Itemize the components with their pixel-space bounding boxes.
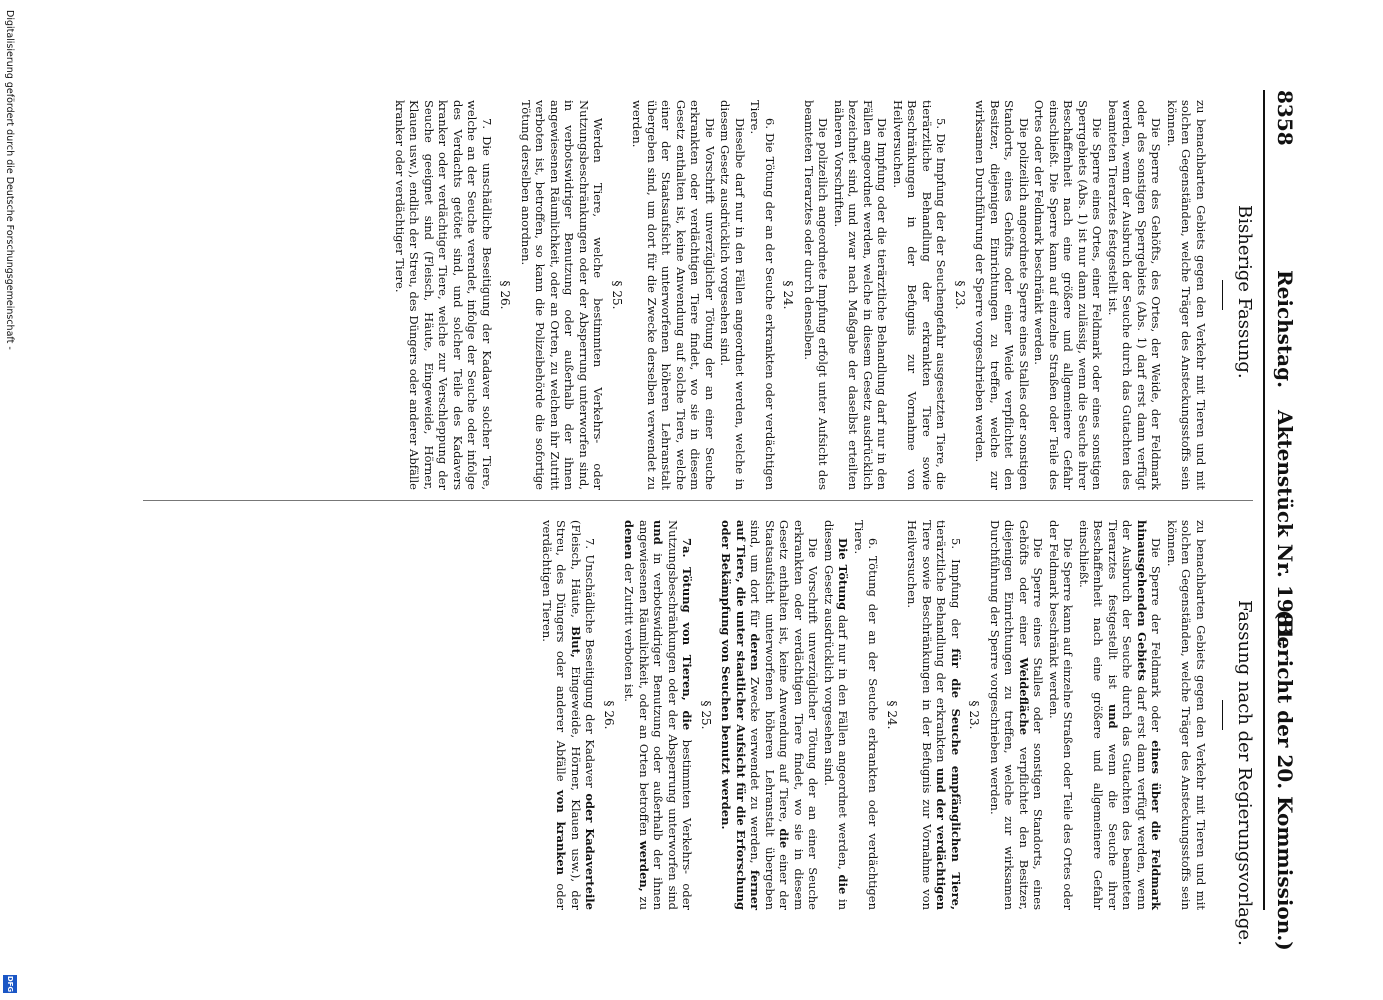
section-heading: § 24.: [885, 700, 899, 730]
left-column: [392, 100, 1209, 490]
section-heading: § 25.: [699, 700, 713, 730]
right-paragraph: [719, 520, 821, 910]
right-title-rule: [1222, 700, 1223, 730]
page-number: 8358: [1273, 90, 1297, 146]
left-paragraph: 6. Die Tötung der an der Seuche erkrankten oder verdächtigen Tiere.: [748, 100, 777, 490]
right-paragraph: [822, 520, 851, 910]
text-run: Die Sperre eines Stalles oder sonstigen Standorts, eines Gehöfts oder einer: [1017, 520, 1046, 910]
emphasis-run: von kranken: [554, 789, 569, 875]
right-column-title: Fassung nach der Regierungsvorlage.: [1234, 600, 1255, 946]
emphasis-run: werden,: [637, 840, 651, 892]
emphasis-run: Weidefläche: [1017, 657, 1031, 736]
text-run: in verbotswidriger Benutzung oder außerhalb der ihnen angewiesenen Räumlichkeit, oder an Orten betroffen: [637, 520, 666, 910]
right-paragraph: Die Sperre kann auf einzelne Straßen oder Teile des Ortes oder der Feldmark beschränkt werden.: [1047, 520, 1076, 910]
left-paragraph: Die Sperre des Gehöfts, des Ortes, der Weide, der Feldmark oder des sonstigen Sperrgebiets (Abs. 1) darf erst dann verfügt werden, wenn der Ausbruch der Seuche durch das Gutachten des beamteten Tierarztes festgestellt ist.: [1106, 100, 1164, 490]
text-run: 7. Unschädliche Beseitigung der Kadaver: [583, 538, 598, 788]
emphasis-run: und: [1106, 703, 1120, 729]
text-run: wenn die Seuche ihrer Beschaffenheit nach eine größere und allgemeinere Gefahr einschließt.: [1077, 520, 1120, 911]
header-subtitle: (Bericht der 20. Kommission.): [1273, 610, 1297, 951]
left-paragraph: zu benachbarten Gebiets gegen den Verkehr mit Tieren und mit solchen Gegenständen, welche Träger des Ansteckungsstoffs sein können.: [1165, 100, 1208, 490]
emphasis-run: denen: [622, 520, 637, 560]
right-paragraph: [540, 520, 598, 910]
footer-text: Digitalisierung gefördert durch die Deutsche Forschungsgemeinschaft -: [4, 10, 15, 350]
text-run: darf nur in den Fällen angeordnet werden,: [836, 614, 851, 870]
left-column-title: Bisherige Fassung.: [1234, 205, 1255, 379]
section-heading: § 23.: [953, 280, 967, 310]
text-run: einer der Staatsaufsicht unterworfenen höheren Lehranstalt übergeben sind, um dort für: [748, 520, 792, 911]
text-run: der Zutritt verboten ist.: [622, 563, 637, 702]
emphasis-run: ferner auf Tiere, die unter staatlicher Aufsicht für die Erforschung oder Bekämpfung von Seuchen benutzt werden.: [719, 520, 763, 911]
emphasis-run: die: [777, 828, 792, 849]
text-run: 5. Impfung der: [949, 538, 963, 639]
text-run: Die Vorschrift unverzüglicher Tötung der an einer Seuche erkrankten oder verdächtigen Tiere findet, wo sie in diesem Gesetz enthalten ist, keine Anwendung auf Tiere,: [777, 520, 821, 910]
right-paragraph: 6. Tötung der an der Seuche erkrankten oder verdächtigen Tiere.: [852, 520, 881, 910]
text-run: tierärztliche Behandlung der erkrankten: [934, 520, 949, 763]
text-run: Die Sperre der Feldmark oder: [1149, 538, 1164, 732]
left-paragraph: Die Sperre eines Ortes, einer Feldmark oder eines sonstigen Sperrgebiets (Abs. 1) ist nur dann zulässig, wenn die Seuche ihrer Beschaffenheit nach eine größere und allgemeinere Gefahr einschließt. Die Sperre kann auf einzelne Straßen oder Teile des Ortes oder der Feldmark beschränkt werden.: [1032, 100, 1105, 490]
left-paragraph: Die polizeilich angeordnete Sperre eines Stalles oder sonstigen Standorts, eines Gehöfts oder einer Weide verpflichtet den Besitzer, diejenigen Einrichtungen zu treffen, welche zur wirksamen Durchführung der Sperre vorgeschrieben werden.: [973, 100, 1031, 490]
text-run: Zwecke verwendet zu werden,: [748, 677, 763, 864]
left-paragraph: Die Vorschrift unverzüglicher Tötung der an einer Seuche erkrankten oder verdächtigen Tiere findet, wo sie in diesem Gesetz enthalten ist, keine Anwendung auf solche Tiere, welche einer der Staatsaufsicht unterworfenen höheren Lehranstalt übergeben sind, um dort für die Zwecke derselben verwendet zu werden.: [630, 100, 717, 490]
right-paragraph: [622, 520, 695, 910]
section-heading: § 24.: [781, 280, 796, 310]
text-run: verpflichtet den Besitzer, diejenigen Einrichtungen zu treffen, welche zur wirksamen Durchführung der Sperre vorgeschrieben werden.: [988, 520, 1031, 911]
page-header: [1263, 90, 1305, 951]
emphasis-run: für die Seuche empfänglichen Tiere,: [949, 648, 963, 910]
header-document: Aktenstück Nr. 1981.: [1273, 410, 1297, 648]
left-paragraph: Werden Tiere, welche bestimmten Verkehrs- oder Nutzungsbeschränkungen oder der Absperrung unterworfen sind, in verbotswidriger Benutzung oder außerhalb der ihnen angewiesenen Räumlichkeit, oder an Orten, zu welchen ihr Zutritt verboten ist, betroffen, so kann die Polizeibehörde die sofortige Tötung derselben anordnen.: [519, 100, 606, 490]
right-paragraph: [1077, 520, 1164, 910]
right-paragraph: [988, 520, 1046, 910]
right-paragraph: [905, 520, 963, 910]
text-run: Tiere sowie Beschränkungen in der Befugnis zur Vornahme von Heilversuchen.: [905, 520, 934, 910]
right-column: [539, 520, 1209, 910]
left-title-rule: [1222, 280, 1223, 310]
dfg-logo: DFG: [3, 975, 17, 993]
text-run: zu: [637, 896, 651, 910]
emphasis-run: oder Kadaverteile: [583, 793, 598, 910]
right-paragraph: zu benachbarten Gebiets gegen den Verkehr mit Tieren und mit solchen Gegenständen, welche Träger des Ansteckungsstoffs sein können.: [1165, 520, 1208, 910]
text-run: in diesem Gesetz ausdrücklich vorgesehen sind.: [822, 520, 851, 911]
emphasis-run: Die Tötung: [836, 538, 851, 611]
emphasis-run: und der verdächtigen: [934, 767, 949, 910]
text-run: darf erst dann verfügt werden, wenn der Ausbruch der Seuche durch das Gutachten des beamteten Tierarztes festgestellt ist: [1106, 520, 1149, 911]
text-run: oder verdächtigen Tieren.: [540, 520, 569, 911]
left-paragraph: Die polizeilich angeordnete Impfung erfolgt unter Aufsicht des beamteten Tierarztes oder durch denselben.: [802, 100, 831, 490]
text-run: (Fleisch, Häute,: [569, 520, 583, 618]
left-paragraph: 7. Die unschädliche Beseitigung der Kadaver solcher Tiere, welche an der Seuche verendet, infolge der Seuche oder infolge des Verdachts getötet sind, und solcher Teile des Kadavers kranker oder verdächtiger Tiere, welche zur Verschleppung der Seuche geeignet sind (Fleisch, Häute, Eingeweide, Hörner, Klauen usw.), endlich der Streu, des Düngers oder anderer Abfälle kranker oder verdächtiger Tiere.: [393, 100, 494, 490]
emphasis-run: 7a. Tötung von Tieren, die: [680, 538, 695, 731]
section-heading: § 26.: [602, 700, 616, 730]
text-run: Eingeweide, Hörner, Klauen usw.), der Streu, des Düngers oder anderer Abfälle: [554, 520, 583, 911]
header-body: Reichstag.: [1273, 270, 1297, 389]
left-paragraph: 5. Die Impfung der der Seuchengefahr ausgesetzten Tiere, die tierärztliche Behandlung der erkrankten Tiere sowie Beschränkungen in der Befugnis zur Vornahme von Heilversuchen.: [891, 100, 949, 490]
section-heading: § 23.: [967, 700, 982, 730]
emphasis-run: Blut,: [569, 626, 583, 658]
left-paragraph: Die Impfung oder die tierärztliche Behandlung darf nur in den Fällen angeordnet werden, welche in diesem Gesetz ausdrücklich bezeichnet sind, und zwar nach Maßgabe der daselbst erteilten näheren Vorschriften.: [832, 100, 890, 490]
column-divider: [143, 500, 1253, 501]
emphasis-run: deren: [748, 633, 763, 671]
section-heading: § 26.: [498, 280, 513, 310]
section-heading: § 25.: [610, 280, 624, 310]
emphasis-run: eines über die Feldmark hinausgehenden Gebiets: [1135, 520, 1164, 910]
left-paragraph: Dieselbe darf nur in den Fällen angeordnet werden, welche in diesem Gesetz ausdrücklich vorgesehen sind.: [718, 100, 747, 490]
emphasis-run: und: [651, 520, 666, 545]
text-run: bestimmten Verkehrs- oder Nutzungsbeschränkungen oder der Absperrung unterworfen sind: [666, 520, 695, 911]
emphasis-run: die: [836, 874, 851, 895]
